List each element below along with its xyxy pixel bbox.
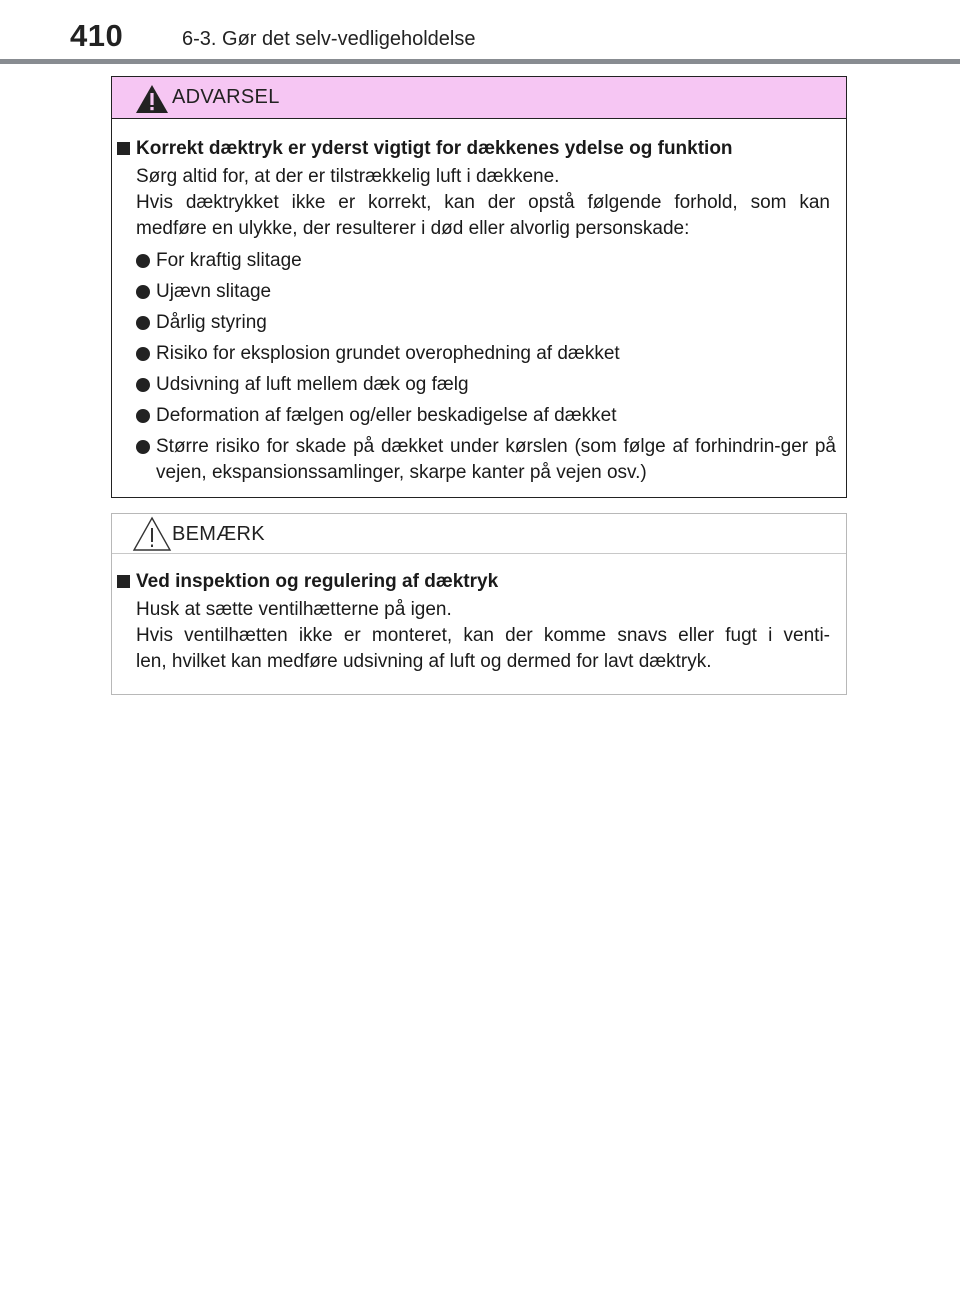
list-item-text: Udsivning af luft mellem dæk og fælg — [156, 374, 469, 395]
warning-intro-line: medføre en ulykke, der resulterer i død eller alvorlig personskade: — [136, 218, 690, 239]
list-item-text: Dårlig styring — [156, 312, 267, 333]
section-title: 6-3. Gør det selv-vedligeholdelse — [182, 28, 476, 50]
page-header — [70, 18, 960, 58]
warning-body — [112, 138, 846, 486]
round-bullet-icon — [136, 347, 150, 361]
note-text — [112, 597, 846, 675]
round-bullet-icon — [136, 316, 150, 330]
caution-outline-triangle-icon — [132, 516, 172, 552]
warning-box — [111, 76, 847, 498]
note-line: Husk at sætte ventilhætterne på igen. — [136, 599, 452, 620]
list-item-text: For kraftig slitage — [156, 250, 302, 271]
warning-label: ADVARSEL — [172, 86, 280, 108]
note-body — [112, 571, 846, 675]
note-line: len, hvilket kan medføre udsivning af luft og dermed for lavt dæktryk. — [136, 651, 712, 672]
round-bullet-icon — [136, 378, 150, 392]
list-item — [112, 403, 846, 429]
square-bullet-icon — [117, 575, 130, 588]
note-heading — [112, 571, 846, 593]
list-item-text: Ujævn slitage — [156, 281, 272, 302]
warning-heading — [112, 138, 846, 160]
warning-intro — [112, 164, 846, 242]
round-bullet-icon — [136, 440, 150, 454]
page-number: 410 — [70, 18, 124, 53]
warning-intro-line: Sørg altid for, at der er tilstrækkelig luft i dækkene. — [136, 166, 560, 187]
warning-heading-text: Korrekt dæktryk er yderst vigtigt for dækkenes ydelse og funktion — [136, 138, 733, 159]
note-box-header — [112, 514, 846, 554]
list-item — [112, 434, 846, 486]
round-bullet-icon — [136, 285, 150, 299]
list-item-text: Større risiko for skade på dækket under kørslen (som følge af forhindrin-ger på vejen, ekspansionssamlinger, skarpe kanter på vejen osv.) — [156, 436, 836, 483]
round-bullet-icon — [136, 254, 150, 268]
list-item-text: Risiko for eksplosion grundet overophedning af dækket — [156, 343, 620, 364]
note-box — [111, 513, 847, 695]
warning-triangle-icon — [134, 83, 170, 115]
list-item — [112, 372, 846, 398]
warning-box-header — [112, 77, 846, 119]
list-item-text: Deformation af fælgen og/eller beskadigelse af dækket — [156, 405, 617, 426]
round-bullet-icon — [136, 409, 150, 423]
square-bullet-icon — [117, 142, 130, 155]
warning-list — [112, 248, 846, 486]
header-rule — [0, 59, 960, 64]
list-item — [112, 341, 846, 367]
note-heading-text: Ved inspektion og regulering af dæktryk — [136, 571, 499, 592]
list-item — [112, 279, 846, 305]
list-item — [112, 248, 846, 274]
note-line: Hvis ventilhætten ikke er monteret, kan der komme snavs eller fugt i venti- — [136, 625, 830, 646]
list-item — [112, 310, 846, 336]
note-label: BEMÆRK — [172, 523, 265, 545]
warning-intro-line: Hvis dæktrykket ikke er korrekt, kan der opstå følgende forhold, som kan — [136, 192, 830, 213]
